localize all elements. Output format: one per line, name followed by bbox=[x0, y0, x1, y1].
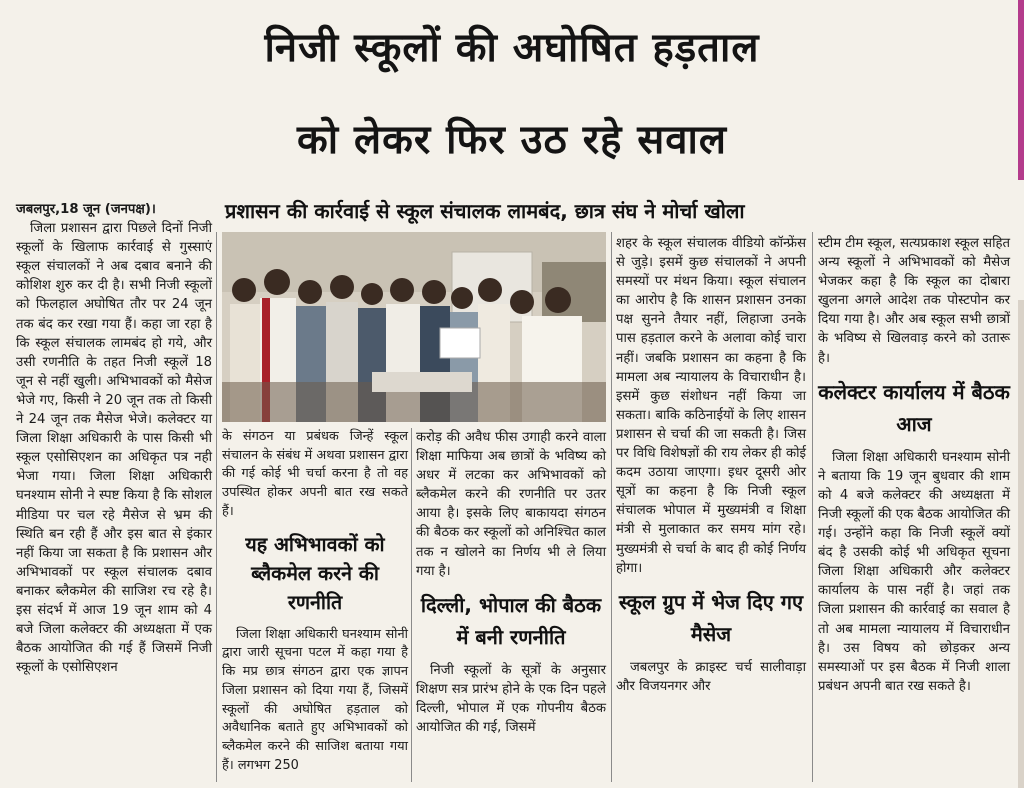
column-5 bbox=[818, 234, 1010, 696]
column-5-paragraph-1: स्टीम टीम स्कूल, सत्यप्रकाश स्कूल सहित अन्य स्कूलों ने अभिभावकों को मैसेज भेजकर कहा है कि स्कूल का दोबारा खुलना अगले आदेश तक पोस्टपोन कर दिया गया है। और अब स्कूल सभी छात्रों के भविष्य से खिलवाड़ करने को उतारू है। bbox=[818, 236, 1010, 366]
column-divider bbox=[216, 232, 217, 782]
column-divider bbox=[411, 428, 412, 782]
column-4-paragraph-2: जबलपुर के क्राइस्ट चर्च सालीवाड़ा और विजयनगर और bbox=[616, 659, 806, 694]
headline bbox=[0, 2, 1024, 186]
section-heading: दिल्ली, भोपाल की बैठक में बनी रणनीति bbox=[420, 592, 602, 649]
page-edge-shadow bbox=[1018, 300, 1024, 788]
subheadline: प्रशासन की कार्रवाई से स्कूल संचालक लामबंद, छात्र संघ ने मोर्चा खोला bbox=[225, 199, 745, 223]
section-heading: कलेक्टर कार्यालय में बैठक आज bbox=[818, 379, 1010, 436]
column-3-paragraph-2: निजी स्कूलों के सूत्रों के अनुसार शिक्षण सत्र प्रारंभ होने के एक दिन पहले दिल्ली, भोपाल में एक गोपनीय बैठक आयोजित की गई, जिसमें bbox=[416, 662, 606, 736]
column-2 bbox=[222, 428, 408, 775]
column-2-paragraph-1: के संगठन या प्रबंधक जिन्हें स्कूल संचालन के संबंध में अथवा प्रशासन द्वारा की गई कोई भी चर्चा करना है तो वह उपस्थित होकर अपनी बात रख सकते हैं। bbox=[222, 429, 408, 519]
column-4-paragraph-1: शहर के स्कूल संचालक वीडियो कॉन्फ्रेंस से जुड़े। इसमें कुछ संचालकों ने अपनी समस्यों पर मंथन किया। स्कूल संचालन का आरोप है कि शासन प्रशासन उनका पक्ष सुनने तैयार नहीं, लिहाजा उनके पास हड़ताल करने के अलावा कोई चारा नहीं। जबकि प्रशासन का कहना है कि मामला अब न्यायालय के विचाराधीन है। इसमें कुछ संशोधन नहीं किया जा सकता। बाकि कठिनाईयों के लिए शासन प्रशासन से चर्चा की जा सकती है। जिस पर विधि विशेषज्ञों की राय लेकर ही कोई कदम उठाया जाएगा। इधर दूसरी ओर सूत्रों का कहना है कि निजी स्कूल संचालक भोपाल में मुख्यमंत्री व शिक्षा मंत्री से मुलाकात कर समय मांग रहे। मुख्यमंत्री से चर्चा के बाद ही कोई निर्णय होगा। bbox=[616, 236, 806, 576]
dateline: जबलपुर,18 जून (जनपक्ष)। bbox=[16, 202, 156, 217]
section-heading: यह अभिभावकों को ब्लैकमेल करने की रणनीति bbox=[245, 532, 385, 615]
news-photo bbox=[222, 232, 606, 422]
section-heading: स्कूल ग्रुप में भेज दिए गए मैसेज bbox=[618, 589, 804, 646]
headline-line-1: निजी स्कूलों की अघोषित हड़ताल bbox=[264, 25, 760, 71]
column-divider bbox=[812, 232, 813, 782]
headline-line-2: को लेकर फिर उठ रहे सवाल bbox=[297, 117, 727, 163]
column-divider bbox=[611, 232, 612, 782]
column-3 bbox=[416, 428, 606, 737]
column-1-paragraph: जिला प्रशासन द्वारा पिछले दिनों निजी स्कूलों के खिलाफ कार्रवाई से गुस्साएं स्कूल संचालकों ने अब दबाव बनाने की कोशिश शुरु कर दी है। सभी निजी स्कूलों को फिलहाल अघोषित तौर पर 24 जून तक बंद कर रखा गया हैं। कहा जा रहा है कि स्कूल संचालक लामबंद हो गये, और उसी रणनीति के तहत निजी स्कूलें 18 जून से नहीं खुली। अभिभावकों को मैसेज भेजे गए, किसी ने 20 जून तक तो किसी ने 24 जून तक मैसेज भेजे। कलेक्टर या जिला शिक्षा अधिकारी के पास किसी भी स्कूल एसोसिएशन का अधिकृत पत्र नही भेजा गया। जिला शिक्षा अधिकारी घनश्याम सोनी ने स्पष्ट किया है कि सोशल मीडिया पर चल रहे मैसेज से भ्रम की स्थिति बन रही हैं और इस बात से इंकार नहीं किया जा सकता है कि प्रशासन और अभिभावकों पर स्कूल संचालक दबाव बनाकर ब्लैकमेल की साजिश रच रहे है। इस संदर्भ में आज 19 जून शाम को 4 बजे जिला कलेक्टर की अध्यक्षता में एक बैठक आयोजित की गई हैं जिसमें निजी स्कूलों के एसोसिएशन bbox=[16, 221, 212, 676]
column-5-paragraph-2: जिला शिक्षा अधिकारी घनश्याम सोनी ने बताया कि 19 जून बुधवार की शाम को 4 बजे कलेक्टर की अध्यक्षता में निजी स्कूलों की एक बैठक आयोजित की गई। उन्होंने कहा कि निजी स्कूलें क्यों बंद है उसकी कोई भी अधिकृत सूचना जिला शिक्षा अधिकारी और कलेक्टर कार्यालय के पास नहीं है। जहां तक जिला प्रशासन की कार्रवाई का सवाल है तो अब मामला न्यायालय में विचाराधीन है। उस विषय को छोड़कर अन्य समस्याओं पर इस बैठक में निजी शाला प्रबंधन अपनी बात रख सकते है। bbox=[818, 449, 1010, 694]
column-3-paragraph-1: करोड़ की अवैध फीस उगाही करने वाला शिक्षा माफिया अब छात्रों के भविष्य को अधर में लटका कर अभिभावकों को ब्लैकमेल करने की रणनीति पर उतर आया है। इसके लिए बाकायदा संगठन की बैठक कर स्कूलों को अनिश्चित काल तक न खोलने का निर्णय भी ले लिया गया है। bbox=[416, 430, 606, 579]
column-2-paragraph-2: जिला शिक्षा अधिकारी घनश्याम सोनी द्वारा जारी सूचना पटल में कहा गया है कि मप्र छात्र संगठन द्वारा एक ज्ञापन जिला प्रशासन को दिया गया हैं, जिसमें स्कूलों की अघोषित हड़ताल को अवैधानिक बताते हुए अभिभावकों को ब्लैकमेल करने की साजिश बताया गया हैं। लगभग 250 bbox=[222, 626, 408, 773]
column-1 bbox=[16, 200, 212, 677]
photo-illustration bbox=[222, 232, 606, 422]
column-4 bbox=[616, 234, 806, 696]
